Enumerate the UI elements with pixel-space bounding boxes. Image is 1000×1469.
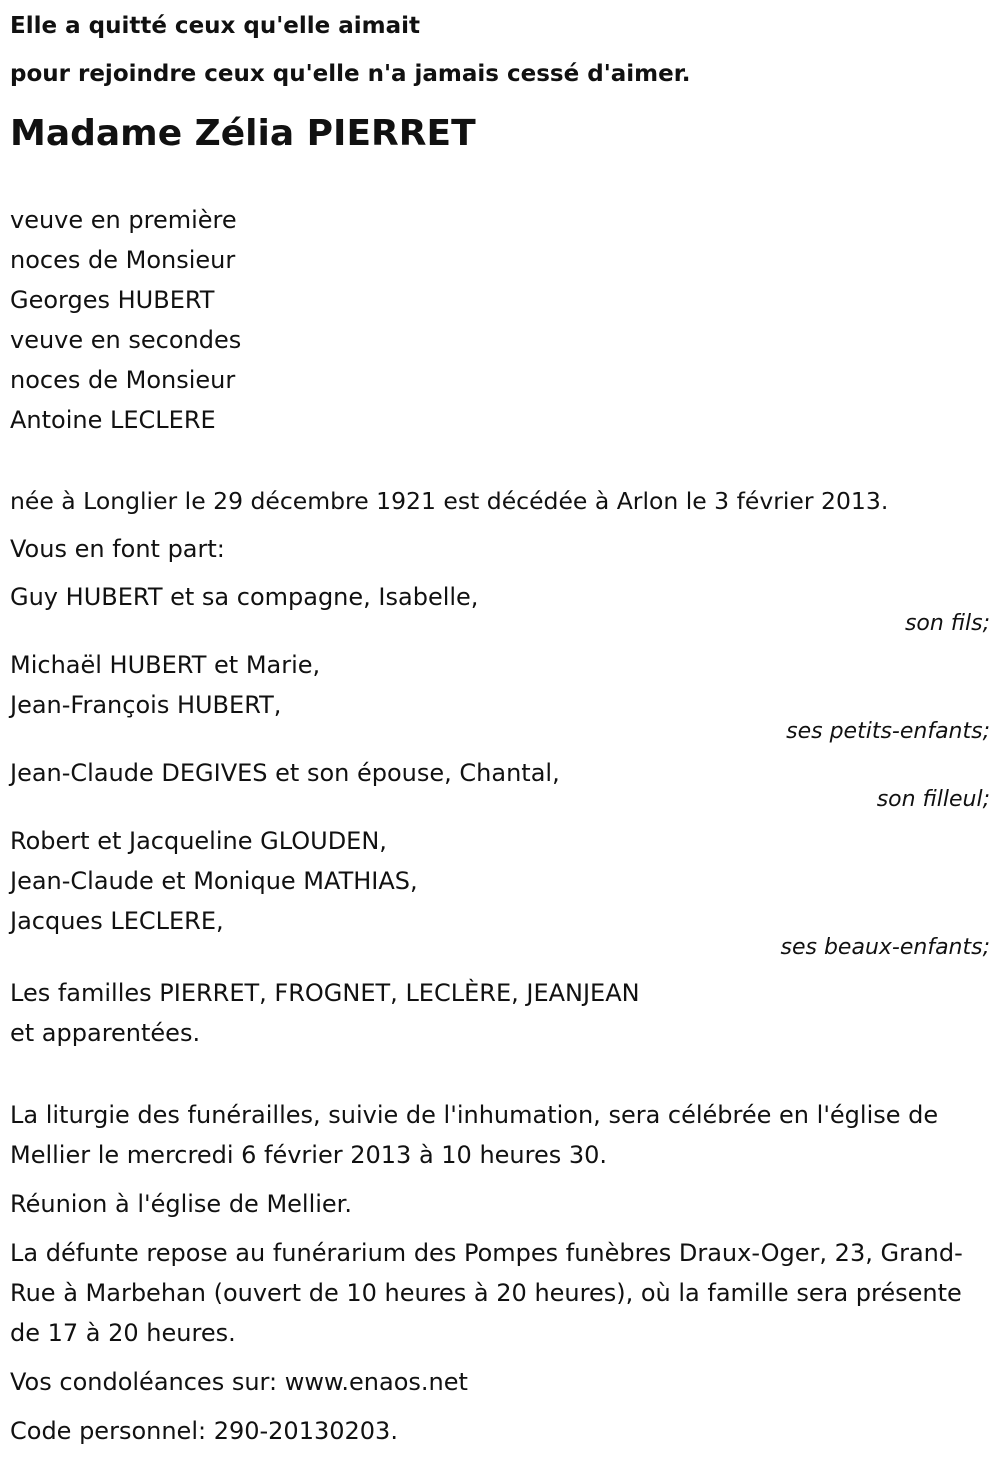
- family-member-line: Michaël HUBERT et Marie,: [10, 651, 321, 679]
- widow-line: veuve en secondes: [10, 326, 242, 354]
- family-member-line: Robert et Jacqueline GLOUDEN,: [10, 827, 387, 855]
- extended-families: [10, 973, 990, 1053]
- personal-code: Code personnel: 290-20130203.: [10, 1417, 398, 1445]
- epigraph-line-2: pour rejoindre ceux qu'elle n'a jamais cessé d'aimer.: [10, 61, 691, 87]
- widow-line: Antoine LECLERE: [10, 406, 216, 434]
- deceased-name: Madame Zélia PIERRET: [10, 113, 476, 154]
- families-line-1: Les familles PIERRET, FROGNET, LECLÈRE, JEANJEAN: [10, 979, 640, 1007]
- announce-line: Vous en font part:: [10, 535, 225, 563]
- family-member-line: Jean-Claude et Monique MATHIAS,: [10, 867, 418, 895]
- family-group-grandchildren: [10, 645, 990, 745]
- relation-label: ses petits-enfants;: [786, 719, 990, 744]
- birth-death-line: née à Longlier le 29 décembre 1921 est décédée à Arlon le 3 février 2013.: [10, 487, 889, 515]
- family-member-line: Jean-Claude DEGIVES et son épouse, Chantal,: [10, 759, 560, 787]
- obituary-page: [0, 2, 1000, 1469]
- family-group-stepchildren: [10, 821, 990, 961]
- funeral-liturgy: La liturgie des funérailles, suivie de l'inhumation, sera célébrée en l'église de Mellier le mercredi 6 février 2013 à 10 heures 30.: [10, 1101, 939, 1169]
- relation-label: son fils;: [904, 611, 990, 636]
- family-group-son: [10, 577, 990, 637]
- family-member-line: Guy HUBERT et sa compagne, Isabelle,: [10, 583, 479, 611]
- widow-block: [10, 200, 990, 440]
- condolences-line: Vos condoléances sur: www.enaos.net: [10, 1368, 468, 1396]
- meeting-place: Réunion à l'église de Mellier.: [10, 1190, 352, 1218]
- relation-label: son filleul;: [876, 787, 990, 812]
- families-line-2: et apparentées.: [10, 1019, 201, 1047]
- widow-line: veuve en première: [10, 206, 237, 234]
- widow-line: noces de Monsieur: [10, 246, 236, 274]
- family-group-godson: [10, 753, 990, 813]
- epigraph: [10, 2, 990, 98]
- widow-line: Georges HUBERT: [10, 286, 215, 314]
- family-member-line: Jacques LECLERE,: [10, 907, 224, 935]
- widow-line: noces de Monsieur: [10, 366, 236, 394]
- family-member-line: Jean-François HUBERT,: [10, 691, 282, 719]
- relation-label: ses beaux-enfants;: [780, 935, 990, 960]
- epigraph-line-1: Elle a quitté ceux qu'elle aimait: [10, 13, 421, 39]
- resting-place: La défunte repose au funérarium des Pompes funèbres Draux-Oger, 23, Grand-Rue à Marbehan (ouvert de 10 heures à 20 heures), où la famille sera présente de 17 à 20 heures.: [10, 1239, 963, 1347]
